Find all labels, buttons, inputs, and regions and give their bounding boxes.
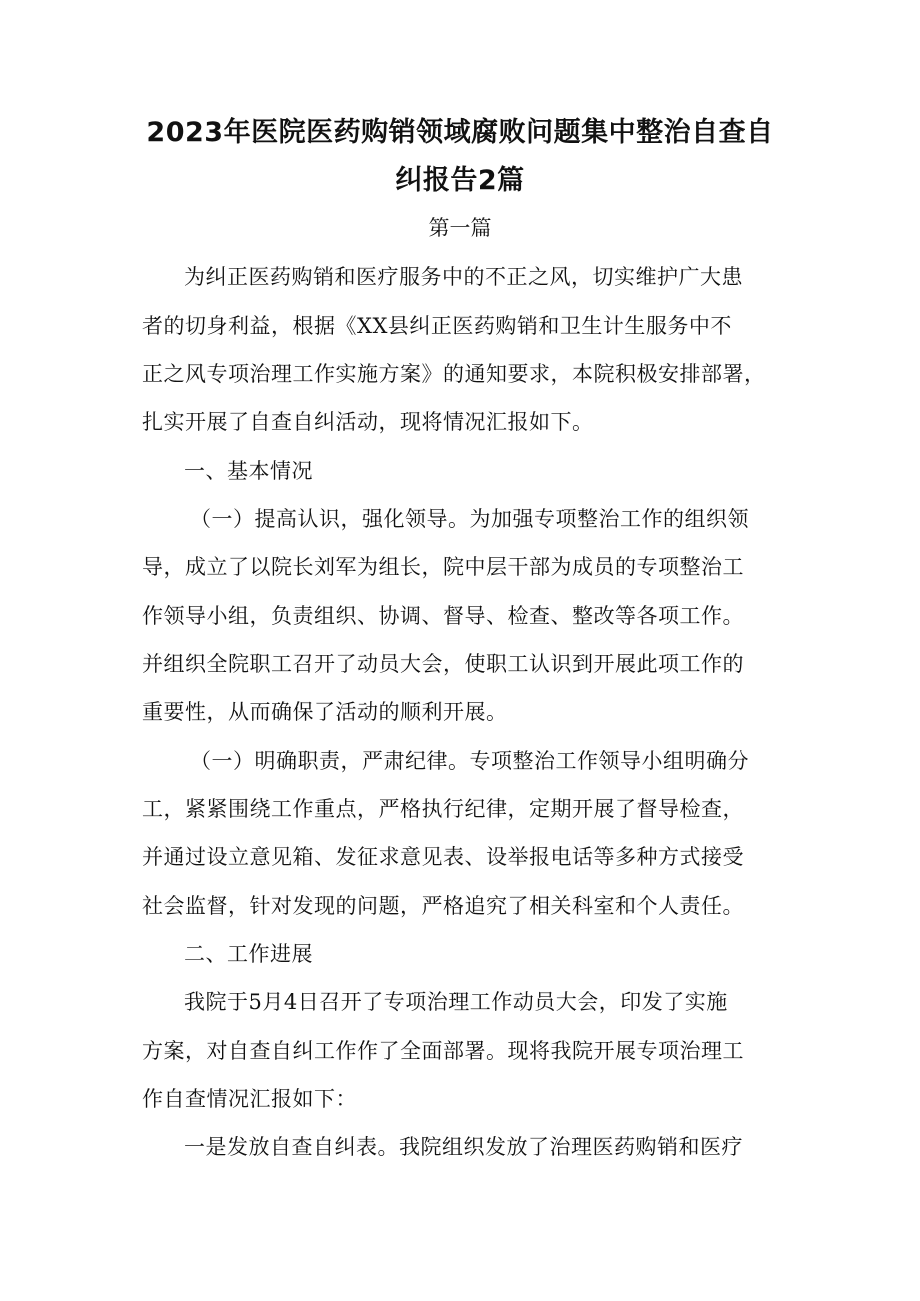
paragraph-line: 我院于5月4日召开了专项治理工作动员大会，印发了实施 xyxy=(184,990,728,1014)
paragraph-line: 正之风专项治理工作实施方案》的通知要求，本院积极安排部署， xyxy=(142,362,766,386)
paragraph-line: （一）提高认识，强化领导。为加强专项整治工作的组织领 xyxy=(190,507,749,531)
paragraph-line: 导，成立了以院长刘军为组长，院中层干部为成员的专项整治工 xyxy=(142,555,744,579)
paragraph-line: （一）明确职责，严肃纪律。专项整治工作领导小组明确分 xyxy=(190,749,749,773)
section-subtitle: 第一篇 xyxy=(428,216,492,240)
paragraph-line: 并组织全院职工召开了动员大会，使职工认识到开展此项工作的 xyxy=(142,652,744,676)
section-heading: 二、工作进展 xyxy=(184,942,313,966)
paragraph-line: 工，紧紧围绕工作重点，严格执行纪律，定期开展了督导检查， xyxy=(142,797,744,821)
document-title-line-1: 2023年医院医药购销领域腐败问题集中整治自查自 xyxy=(146,117,774,148)
section-heading: 一、基本情况 xyxy=(184,459,313,483)
paragraph-line: 作自查情况汇报如下： xyxy=(142,1087,357,1111)
paragraph-line: 一是发放自查自纠表。我院组织发放了治理医药购销和医疗 xyxy=(184,1135,743,1159)
paragraph-line: 者的切身利益，根据《XX县纠正医药购销和卫生计生服务中不 xyxy=(142,314,732,338)
paragraph-line: 方案，对自查自纠工作作了全面部署。现将我院开展专项治理工 xyxy=(142,1039,744,1063)
document-title-line-2: 纠报告2篇 xyxy=(395,165,525,196)
paragraph-line: 作领导小组，负责组织、协调、督导、检查、整改等各项工作。 xyxy=(142,604,744,628)
paragraph-line: 重要性，从而确保了活动的顺利开展。 xyxy=(142,700,508,724)
paragraph-line: 并通过设立意见箱、发征求意见表、设举报电话等多种方式接受 xyxy=(142,845,744,869)
paragraph-line: 为纠正医药购销和医疗服务中的不正之风，切实维护广大患 xyxy=(184,265,743,289)
paragraph-line: 社会监督，针对发现的问题，严格追究了相关科室和个人责任。 xyxy=(142,894,744,918)
paragraph-line: 扎实开展了自查自纠活动，现将情况汇报如下。 xyxy=(142,410,594,434)
